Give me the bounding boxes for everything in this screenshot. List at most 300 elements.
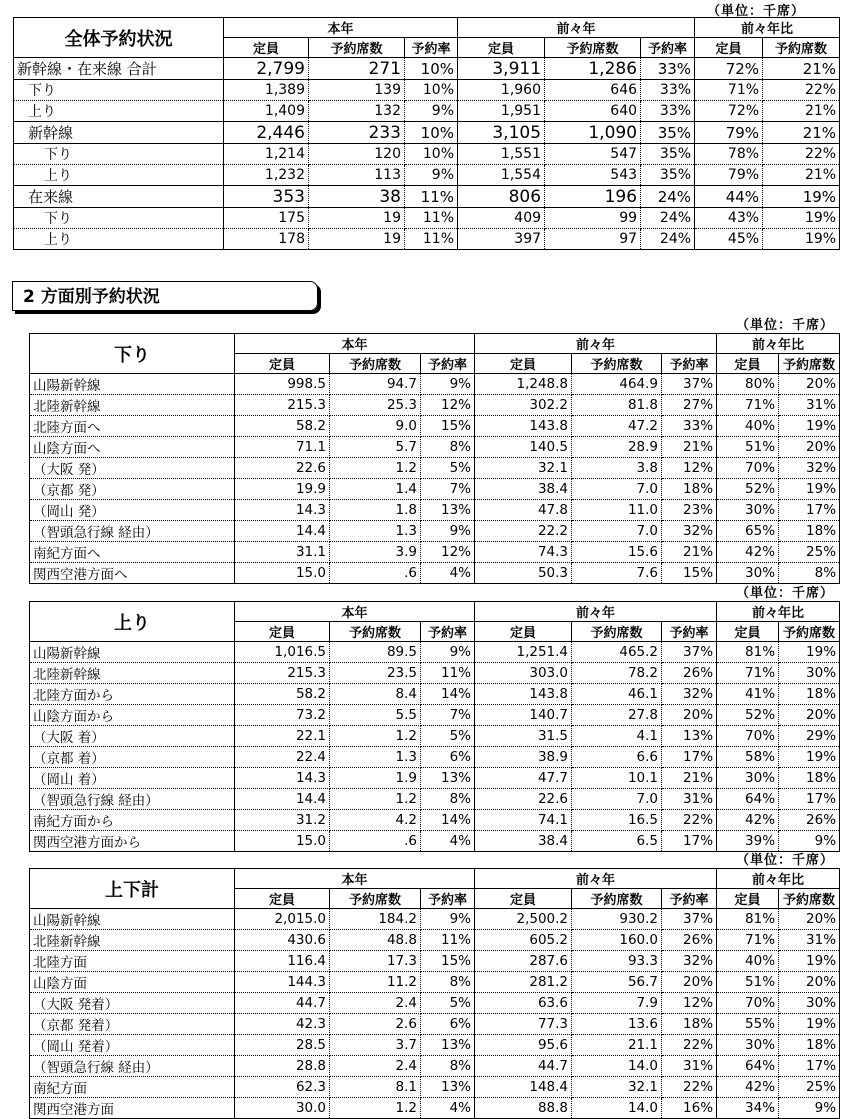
table-row <box>30 1035 840 1056</box>
table-cell: 18% <box>779 1035 840 1056</box>
table-cell: 31% <box>662 789 717 810</box>
table-cell: 17% <box>779 500 840 521</box>
summary-row-label: 新幹線 <box>14 122 224 144</box>
table-cell: 15.0 <box>235 563 330 584</box>
table-cell: .6 <box>330 831 421 852</box>
table-row-label: 山陽新幹線 <box>30 374 235 395</box>
table-cell: 148.4 <box>475 1077 572 1098</box>
table-cell: 1.4 <box>330 479 421 500</box>
table-row <box>30 789 840 810</box>
summary-cell: 10% <box>405 80 458 101</box>
table-row <box>30 810 840 831</box>
table-row <box>30 458 840 479</box>
table-cell: 93.3 <box>572 951 662 972</box>
table-cell: 89.5 <box>330 642 421 663</box>
table-cell: 116.4 <box>235 951 330 972</box>
table-cell: 18% <box>779 768 840 789</box>
summary-cell: 1,951 <box>458 101 545 122</box>
table-row-label: （大阪 着） <box>30 726 235 747</box>
table-cell: 31% <box>662 1056 717 1077</box>
table-subheader: 予約席数 <box>572 889 662 909</box>
summary-cell: 1,090 <box>545 122 641 144</box>
table-cell: 1,016.5 <box>235 642 330 663</box>
table-cell: 58.2 <box>235 684 330 705</box>
table-subheader: 予約率 <box>421 622 475 642</box>
summary-cell: 3,911 <box>458 58 545 80</box>
table-row <box>30 726 840 747</box>
table-cell: 38.4 <box>475 831 572 852</box>
table-cell: 7.6 <box>572 563 662 584</box>
summary-cell: 99 <box>545 208 641 229</box>
table-cell: 65% <box>717 521 779 542</box>
table-cell: 1,248.8 <box>475 374 572 395</box>
table-cell: 4.1 <box>572 726 662 747</box>
table-row <box>30 521 840 542</box>
summary-unit-label: （単位：千席） <box>707 4 806 19</box>
table-cell: 88.8 <box>475 1098 572 1119</box>
summary-cell: 22% <box>763 80 840 101</box>
table-cell: 2,500.2 <box>475 909 572 930</box>
table-cell: 13% <box>421 1077 475 1098</box>
table-unit-label: （単位：千席） <box>736 586 835 601</box>
table-cell: 8% <box>421 1056 475 1077</box>
table-cell: 32% <box>662 684 717 705</box>
table-cell: 13% <box>421 768 475 789</box>
summary-row <box>14 101 840 122</box>
table-cell: 19% <box>779 951 840 972</box>
table-cell: 140.5 <box>475 437 572 458</box>
table-row <box>30 684 840 705</box>
table-cell: 9% <box>421 909 475 930</box>
table-row-label: 北陸新幹線 <box>30 930 235 951</box>
table-cell: 95.6 <box>475 1035 572 1056</box>
summary-cell: 1,960 <box>458 80 545 101</box>
summary-cell: 11% <box>405 229 458 250</box>
table-subheader: 定員 <box>235 622 330 642</box>
table-cell: 27% <box>662 395 717 416</box>
table-cell: 4% <box>421 1098 475 1119</box>
table-cell: 998.5 <box>235 374 330 395</box>
table-cell: 31.2 <box>235 810 330 831</box>
summary-cell: 71% <box>695 80 763 101</box>
table-cell: 15% <box>662 563 717 584</box>
summary-cell: 9% <box>405 165 458 186</box>
table-cell: 14.4 <box>235 789 330 810</box>
table-row <box>30 479 840 500</box>
table-row <box>30 374 840 395</box>
table-row-label: （岡山 着） <box>30 768 235 789</box>
table-cell: 31.1 <box>235 542 330 563</box>
table-cell: 20% <box>779 909 840 930</box>
table-cell: .6 <box>330 563 421 584</box>
summary-cell: 38 <box>309 186 405 208</box>
table-row-label: 山陰方面へ <box>30 437 235 458</box>
table-cell: 11.0 <box>572 500 662 521</box>
table-cell: 19% <box>779 747 840 768</box>
table-cell: 1.2 <box>330 1098 421 1119</box>
table-cell: 20% <box>662 972 717 993</box>
table-group-header: 前々年比 <box>717 602 840 622</box>
table-cell: 64% <box>717 1056 779 1077</box>
direction-table <box>29 601 840 852</box>
table-cell: 29% <box>779 726 840 747</box>
summary-cell: 11% <box>405 186 458 208</box>
table-cell: 12% <box>421 542 475 563</box>
summary-row <box>14 58 840 80</box>
table-row-label: （智頭急行線 経由） <box>30 521 235 542</box>
summary-row-label: 上り <box>14 101 224 122</box>
table-cell: 31% <box>779 930 840 951</box>
table-cell: 37% <box>662 642 717 663</box>
section-2-heading: 2 方面別予約状況 <box>12 281 318 311</box>
table-cell: 14.4 <box>235 521 330 542</box>
table-cell: 25% <box>779 1077 840 1098</box>
table-row-label: 北陸方面へ <box>30 416 235 437</box>
table-cell: 16% <box>662 1098 717 1119</box>
table-row-label: 南紀方面から <box>30 810 235 831</box>
table-title: 上り <box>30 602 235 642</box>
summary-cell: 24% <box>641 186 695 208</box>
table-row-label: 山陽新幹線 <box>30 909 235 930</box>
table-cell: 20% <box>779 437 840 458</box>
table-title: 上下計 <box>30 869 235 909</box>
table-cell: 7.0 <box>572 479 662 500</box>
table-cell: 38.9 <box>475 747 572 768</box>
table-row-label: （京都 発着） <box>30 1014 235 1035</box>
summary-subheader: 予約席数 <box>309 38 405 58</box>
table-cell: 42.3 <box>235 1014 330 1035</box>
table-cell: 17% <box>779 789 840 810</box>
summary-cell: 33% <box>641 80 695 101</box>
table-row-label: （智頭急行線 経由） <box>30 789 235 810</box>
table-subheader: 予約率 <box>421 354 475 374</box>
table-subheader: 定員 <box>235 889 330 909</box>
table-cell: 22.4 <box>235 747 330 768</box>
summary-row <box>14 144 840 165</box>
table-subheader: 予約率 <box>662 354 717 374</box>
summary-group-prev: 前々年 <box>458 18 695 38</box>
table-cell: 71% <box>717 930 779 951</box>
table-row <box>30 642 840 663</box>
direction-table <box>29 868 840 1119</box>
table-subheader: 定員 <box>717 354 779 374</box>
summary-cell: 21% <box>763 58 840 80</box>
summary-cell: 33% <box>641 101 695 122</box>
table-cell: 80% <box>717 374 779 395</box>
summary-cell: 10% <box>405 144 458 165</box>
table-cell: 32% <box>662 521 717 542</box>
table-cell: 6.5 <box>572 831 662 852</box>
table-cell: 13.6 <box>572 1014 662 1035</box>
table-cell: 1.3 <box>330 747 421 768</box>
table-cell: 144.3 <box>235 972 330 993</box>
table-subheader: 定員 <box>717 889 779 909</box>
summary-cell: 21% <box>763 101 840 122</box>
table-cell: 465.2 <box>572 642 662 663</box>
table-row-label: （京都 着） <box>30 747 235 768</box>
table-cell: 7.9 <box>572 993 662 1014</box>
table-subheader: 定員 <box>475 354 572 374</box>
table-cell: 9.0 <box>330 416 421 437</box>
table-cell: 8.4 <box>330 684 421 705</box>
table-cell: 160.0 <box>572 930 662 951</box>
summary-subheader: 定員 <box>224 38 309 58</box>
table-cell: 40% <box>717 951 779 972</box>
table-cell: 5% <box>421 726 475 747</box>
table-cell: 2.4 <box>330 1056 421 1077</box>
table-row <box>30 542 840 563</box>
table-cell: 7% <box>421 705 475 726</box>
table-cell: 26% <box>662 663 717 684</box>
table-cell: 27.8 <box>572 705 662 726</box>
summary-cell: 19% <box>763 186 840 208</box>
table-cell: 287.6 <box>475 951 572 972</box>
table-row-label: 北陸新幹線 <box>30 663 235 684</box>
summary-cell: 196 <box>545 186 641 208</box>
table-group-header: 前々年 <box>475 602 717 622</box>
summary-row <box>14 186 840 208</box>
table-cell: 4% <box>421 563 475 584</box>
table-cell: 48.8 <box>330 930 421 951</box>
table-cell: 21% <box>662 437 717 458</box>
table-cell: 1.2 <box>330 726 421 747</box>
summary-cell: 19 <box>309 208 405 229</box>
table-cell: 74.1 <box>475 810 572 831</box>
table-row-label: 関西空港方面から <box>30 831 235 852</box>
table-cell: 41% <box>717 684 779 705</box>
table-cell: 42% <box>717 810 779 831</box>
table-cell: 1.3 <box>330 521 421 542</box>
table-cell: 430.6 <box>235 930 330 951</box>
table-row <box>30 1056 840 1077</box>
table-row-label: （智頭急行線 経由） <box>30 1056 235 1077</box>
table-cell: 20% <box>779 374 840 395</box>
table-cell: 14.0 <box>572 1098 662 1119</box>
summary-cell: 409 <box>458 208 545 229</box>
table-cell: 26% <box>779 810 840 831</box>
table-cell: 42% <box>717 542 779 563</box>
table-subheader: 予約席数 <box>779 354 840 374</box>
table-cell: 28.9 <box>572 437 662 458</box>
table-cell: 18% <box>779 521 840 542</box>
table-group-header: 本年 <box>235 869 475 889</box>
table-cell: 184.2 <box>330 909 421 930</box>
table-cell: 464.9 <box>572 374 662 395</box>
summary-row <box>14 165 840 186</box>
summary-cell: 24% <box>641 208 695 229</box>
summary-cell: 35% <box>641 122 695 144</box>
summary-cell: 1,214 <box>224 144 309 165</box>
table-subheader: 予約席数 <box>572 622 662 642</box>
table-cell: 58.2 <box>235 416 330 437</box>
table-group-header: 前々年 <box>475 869 717 889</box>
table-row <box>30 951 840 972</box>
table-cell: 25.3 <box>330 395 421 416</box>
summary-cell: 120 <box>309 144 405 165</box>
table-cell: 11.2 <box>330 972 421 993</box>
table-cell: 12% <box>662 993 717 1014</box>
table-cell: 14.3 <box>235 500 330 521</box>
table-cell: 4.2 <box>330 810 421 831</box>
table-row-label: （岡山 発着） <box>30 1035 235 1056</box>
table-row <box>30 1098 840 1119</box>
table-title: 下り <box>30 334 235 374</box>
table-cell: 22.2 <box>475 521 572 542</box>
table-row-label: 山陽新幹線 <box>30 642 235 663</box>
table-cell: 605.2 <box>475 930 572 951</box>
table-cell: 81.8 <box>572 395 662 416</box>
table-subheader: 定員 <box>475 622 572 642</box>
table-cell: 19% <box>779 642 840 663</box>
table-cell: 37% <box>662 374 717 395</box>
summary-cell: 10% <box>405 122 458 144</box>
table-cell: 17% <box>662 831 717 852</box>
table-cell: 9% <box>779 831 840 852</box>
table-cell: 23.5 <box>330 663 421 684</box>
table-cell: 12% <box>662 458 717 479</box>
table-row <box>30 972 840 993</box>
summary-row <box>14 208 840 229</box>
table-subheader: 予約率 <box>662 889 717 909</box>
table-cell: 32.1 <box>572 1077 662 1098</box>
table-cell: 5.5 <box>330 705 421 726</box>
table-cell: 50.3 <box>475 563 572 584</box>
table-subheader: 定員 <box>235 354 330 374</box>
table-cell: 52% <box>717 479 779 500</box>
table-cell: 30.0 <box>235 1098 330 1119</box>
table-cell: 16.5 <box>572 810 662 831</box>
table-subheader: 予約席数 <box>330 354 421 374</box>
table-cell: 26% <box>662 930 717 951</box>
summary-group-ratio: 前々年比 <box>695 18 840 38</box>
table-cell: 47.2 <box>572 416 662 437</box>
table-cell: 28.5 <box>235 1035 330 1056</box>
table-cell: 20% <box>662 705 717 726</box>
table-cell: 13% <box>421 1035 475 1056</box>
table-cell: 22% <box>662 1077 717 1098</box>
summary-cell: 2,446 <box>224 122 309 144</box>
table-cell: 70% <box>717 993 779 1014</box>
table-cell: 1.8 <box>330 500 421 521</box>
summary-cell: 547 <box>545 144 641 165</box>
table-cell: 18% <box>779 684 840 705</box>
table-row-label: 山陰方面から <box>30 705 235 726</box>
table-cell: 32.1 <box>475 458 572 479</box>
table-group-header: 前々年 <box>475 334 717 354</box>
table-cell: 46.1 <box>572 684 662 705</box>
table-cell: 62.3 <box>235 1077 330 1098</box>
table-cell: 11% <box>421 663 475 684</box>
summary-cell: 806 <box>458 186 545 208</box>
table-cell: 9% <box>421 374 475 395</box>
table-cell: 22.6 <box>235 458 330 479</box>
table-cell: 34% <box>717 1098 779 1119</box>
table-cell: 63.6 <box>475 993 572 1014</box>
table-group-header: 前々年比 <box>717 869 840 889</box>
table-row-label: 南紀方面へ <box>30 542 235 563</box>
table-group-header: 前々年比 <box>717 334 840 354</box>
summary-cell: 45% <box>695 229 763 250</box>
direction-table <box>29 333 840 584</box>
table-cell: 8.1 <box>330 1077 421 1098</box>
table-cell: 14.0 <box>572 1056 662 1077</box>
table-cell: 14% <box>421 684 475 705</box>
table-cell: 70% <box>717 458 779 479</box>
table-cell: 15.6 <box>572 542 662 563</box>
table-cell: 30% <box>717 500 779 521</box>
table-cell: 47.8 <box>475 500 572 521</box>
summary-cell: 2,799 <box>224 58 309 80</box>
table-cell: 30% <box>717 1035 779 1056</box>
summary-cell: 44% <box>695 186 763 208</box>
table-cell: 2.6 <box>330 1014 421 1035</box>
summary-row-label: 新幹線・在来線 合計 <box>14 58 224 80</box>
table-cell: 37% <box>662 909 717 930</box>
table-cell: 42% <box>717 1077 779 1098</box>
summary-cell: 640 <box>545 101 641 122</box>
table-cell: 70% <box>717 726 779 747</box>
table-cell: 13% <box>662 726 717 747</box>
table-row <box>30 1077 840 1098</box>
table-cell: 20% <box>779 972 840 993</box>
summary-cell: 21% <box>763 122 840 144</box>
table-cell: 51% <box>717 437 779 458</box>
table-cell: 10.1 <box>572 768 662 789</box>
table-cell: 64% <box>717 789 779 810</box>
summary-cell: 132 <box>309 101 405 122</box>
table-cell: 17.3 <box>330 951 421 972</box>
table-row <box>30 437 840 458</box>
table-cell: 2.4 <box>330 993 421 1014</box>
summary-row-label: 上り <box>14 165 224 186</box>
summary-cell: 1,554 <box>458 165 545 186</box>
summary-cell: 21% <box>763 165 840 186</box>
summary-cell: 19% <box>763 208 840 229</box>
table-cell: 22.1 <box>235 726 330 747</box>
table-row <box>30 705 840 726</box>
table-cell: 44.7 <box>235 993 330 1014</box>
summary-cell: 178 <box>224 229 309 250</box>
summary-cell: 543 <box>545 165 641 186</box>
summary-cell: 22% <box>763 144 840 165</box>
table-cell: 32% <box>779 458 840 479</box>
table-cell: 1.9 <box>330 768 421 789</box>
summary-row-label: 上り <box>14 229 224 250</box>
summary-cell: 1,232 <box>224 165 309 186</box>
table-cell: 21.1 <box>572 1035 662 1056</box>
table-row-label: 関西空港方面へ <box>30 563 235 584</box>
summary-row-label: 下り <box>14 144 224 165</box>
summary-cell: 113 <box>309 165 405 186</box>
table-row-label: （岡山 発） <box>30 500 235 521</box>
table-cell: 58% <box>717 747 779 768</box>
summary-row <box>14 229 840 250</box>
table-cell: 11% <box>421 930 475 951</box>
table-cell: 5.7 <box>330 437 421 458</box>
table-cell: 3.7 <box>330 1035 421 1056</box>
summary-cell: 19% <box>763 229 840 250</box>
table-cell: 81% <box>717 909 779 930</box>
table-cell: 25% <box>779 542 840 563</box>
table-cell: 44.7 <box>475 1056 572 1077</box>
table-row <box>30 663 840 684</box>
table-cell: 31% <box>779 395 840 416</box>
table-cell: 51% <box>717 972 779 993</box>
table-cell: 7% <box>421 479 475 500</box>
summary-cell: 139 <box>309 80 405 101</box>
table-unit-label: （単位：千席） <box>736 318 835 333</box>
table-cell: 15.0 <box>235 831 330 852</box>
